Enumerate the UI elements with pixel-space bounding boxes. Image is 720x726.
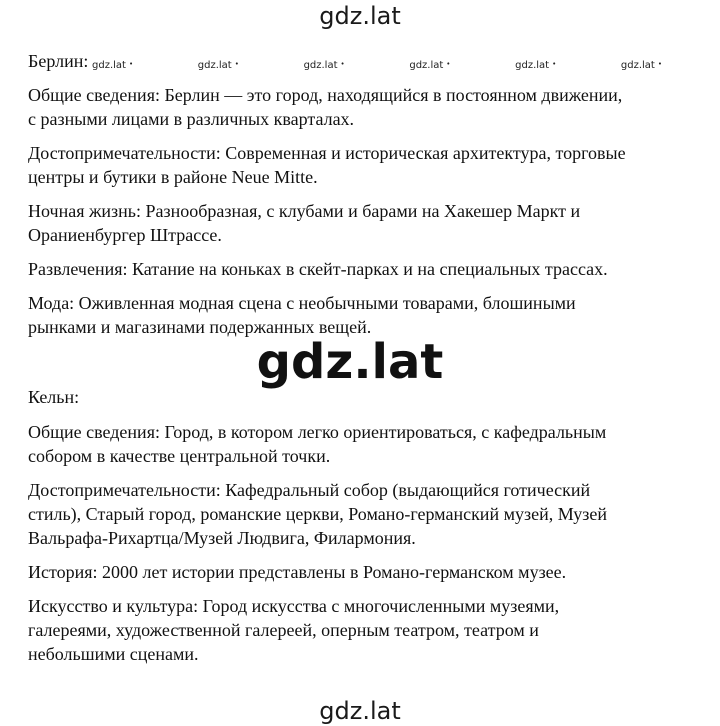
watermark-bottom: gdz.lat (319, 697, 401, 725)
watermark-small: gdz.lat • (304, 60, 345, 71)
watermark-row (92, 60, 662, 71)
berlin-general-line: Общие сведения: Берлин — это город, находящийся в постоянном движении, (28, 85, 623, 105)
watermark-middle: gdz.lat (256, 334, 444, 390)
berlin-heading: Берлин: (28, 51, 89, 71)
berlin-fashion-line: рынками и магазинами подержанных вещей. (28, 317, 372, 337)
cologne-general-line: Общие сведения: Город, в котором легко ориентироваться, с кафедральным (28, 422, 607, 442)
berlin-fashion-line: Мода: Оживленная модная сцена с необычными товарами, блошиными (28, 293, 576, 313)
cologne-culture-line: небольшими сценами. (28, 644, 199, 664)
berlin-general-line: с разными лицами в различных кварталах. (28, 109, 355, 129)
watermark-small: gdz.lat • (198, 60, 239, 71)
cologne-culture-line: Искусство и культура: Город искусства с многочисленными музеями, (28, 596, 560, 616)
berlin-sights-line: Достопримечательности: Современная и историческая архитектура, торговые (28, 143, 626, 163)
watermark-small: gdz.lat • (515, 60, 556, 71)
watermark-small: gdz.lat • (621, 60, 662, 71)
cologne-culture-line: галереями, художественной галереей, оперным театром, театром и (28, 620, 539, 640)
watermark-small: gdz.lat • (92, 60, 133, 71)
watermark-top: gdz.lat (319, 2, 401, 30)
berlin-sights-line: центры и бутики в районе Neue Mitte. (28, 167, 318, 187)
berlin-entertainment-line: Развлечения: Катание на коньках в скейт-парках и на специальных трассах. (28, 259, 608, 279)
cologne-general-line: собором в качестве центральной точки. (28, 446, 331, 466)
berlin-nightlife-line: Ночная жизнь: Разнообразная, с клубами и барами на Хакешер Маркт и (28, 201, 581, 221)
berlin-nightlife-line: Ораниенбургер Штрассе. (28, 225, 222, 245)
cologne-sights-line: стиль), Старый город, романские церкви, Романо-германский музей, Музей (28, 504, 607, 524)
cologne-history-line: История: 2000 лет истории представлены в Романо-германском музее. (28, 562, 567, 582)
cologne-sights-line: Достопримечательности: Кафедральный собор (выдающийся готический (28, 480, 591, 500)
watermark-small: gdz.lat • (409, 60, 450, 71)
cologne-sights-line: Вальрафа-Рихартца/Музей Людвига, Филармония. (28, 528, 416, 548)
cologne-heading: Кельн: (28, 387, 80, 407)
